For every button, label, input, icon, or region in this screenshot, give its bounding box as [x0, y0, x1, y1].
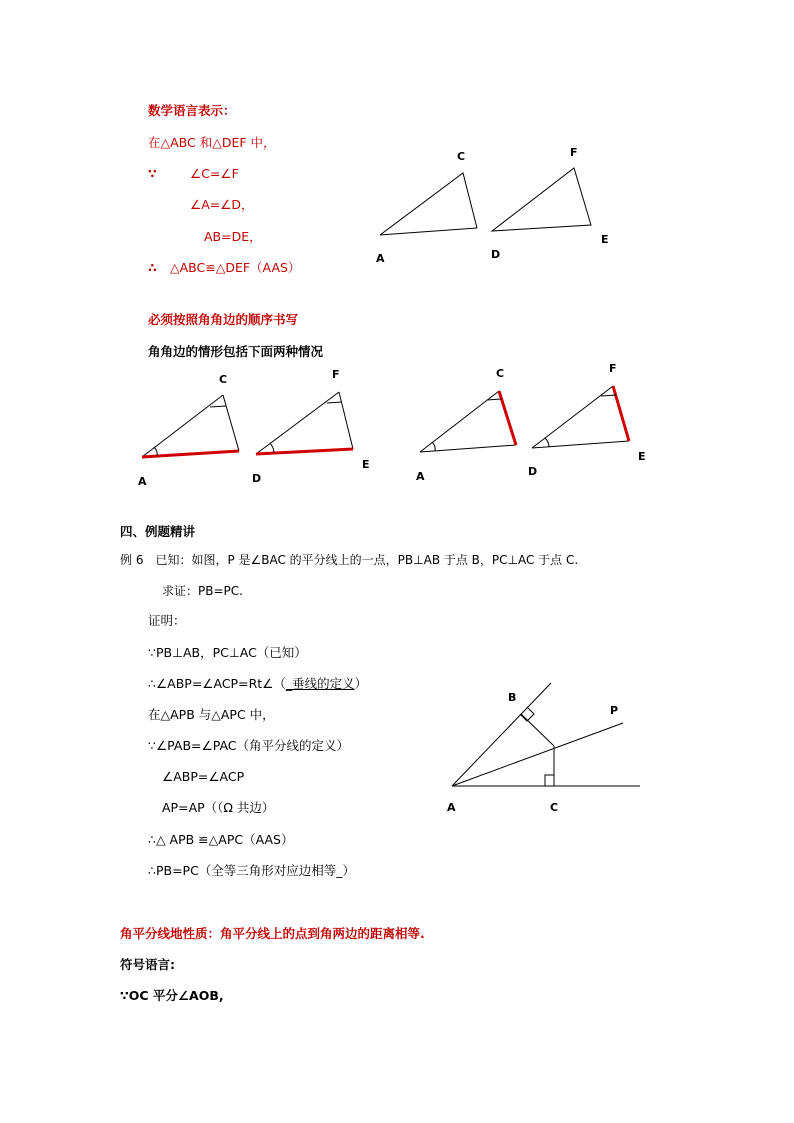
figure-two-triangles: [370, 140, 620, 270]
angle-mark-f: [327, 402, 342, 403]
proof-step-4: ∵∠PAB=∠PAC（角平分线的定义）: [148, 738, 350, 753]
symbol-language-line: ∵OC 平分∠AOB,: [120, 988, 224, 1003]
proof-step-1: ∵PB⊥AB，PC⊥AC（已知）: [148, 645, 307, 660]
proof-step-3: 在△APB 与△APC 中，: [148, 707, 275, 722]
label-f: F: [570, 146, 578, 159]
proof-step-6: AP=AP（（Ω 共边）: [162, 800, 275, 815]
condition-angle-a: ∠A=∠D，: [190, 197, 254, 212]
triangle-abc: [380, 173, 477, 235]
label-b: B: [508, 691, 517, 704]
angle-mark-f: [601, 395, 616, 396]
proof-step-8: ∴PB=PC（全等三角形对应边相等_）: [148, 863, 356, 878]
proof-step-5: ∠ABP=∠ACP: [162, 769, 245, 784]
symbol-language-label: 符号语言:: [120, 957, 175, 972]
section-heading-examples: 四、例题精讲: [120, 524, 196, 539]
label-a: A: [447, 801, 456, 814]
condition-side: AB=DE，: [204, 229, 262, 244]
proof-label: 证明：: [148, 613, 186, 628]
label-f: F: [332, 368, 340, 381]
figure-case-two: [410, 362, 660, 487]
therefore-symbol: ∴: [148, 260, 157, 275]
bisector-ap: [452, 723, 623, 786]
order-rule: 必须按照角角边的顺序书写: [148, 312, 299, 327]
label-e: E: [362, 458, 370, 471]
label-f: F: [609, 362, 617, 375]
condition-angle-c: ∠C=∠F: [190, 166, 239, 181]
label-c: C: [457, 150, 466, 163]
angle-mark-d: [270, 443, 274, 453]
label-a: A: [376, 252, 385, 265]
label-d: D: [491, 248, 501, 261]
angle-mark-c: [210, 406, 226, 407]
label-c: C: [550, 801, 559, 814]
statement-in-triangles: 在△ABC 和△DEF 中，: [148, 135, 276, 150]
label-a: A: [416, 470, 425, 483]
label-e: E: [601, 233, 609, 246]
proof-step-7: ∴△ APB ≌△APC（AAS）: [148, 832, 294, 847]
segment-pb: [521, 714, 554, 746]
line-ac: [380, 228, 477, 235]
label-d: D: [252, 472, 262, 485]
right-angle-mark-c: [545, 775, 554, 786]
label-c: C: [496, 367, 505, 380]
label-a: A: [138, 475, 147, 488]
triangle-def: [492, 168, 591, 231]
ray-ab: [452, 683, 551, 786]
cases-note: 角角边的情形包括下面两种情况: [148, 344, 324, 359]
highlight-side-bc: [499, 391, 516, 445]
prove-statement: 求证：PB=PC.: [162, 584, 243, 598]
label-d: D: [528, 465, 538, 478]
proof-step-2: ∴∠ABP=∠ACP=Rt∠（_垂线的定义）: [148, 676, 368, 691]
figure-angle-bisector: [440, 680, 650, 820]
label-c: C: [219, 373, 228, 386]
because-symbol: ∵: [148, 166, 157, 181]
highlight-side-de: [256, 449, 353, 454]
bisector-property: 角平分线地性质：角平分线上的点到角两边的距离相等.: [120, 926, 425, 941]
highlight-side-ef: [613, 386, 629, 441]
angle-mark-a: [154, 447, 157, 456]
figure-case-one: [130, 365, 380, 490]
conclusion-aas: △ABC≌△DEF（AAS）: [170, 260, 301, 275]
label-p: P: [610, 704, 619, 717]
right-angle-mark-b: [520, 707, 534, 721]
example-6-statement: 例 6 已知：如图，P 是∠BAC 的平分线上的一点，PB⊥AB 于点 B，PC⊥AC 于点 C.: [120, 553, 579, 567]
angle-mark-a: [432, 442, 435, 451]
angle-mark-d: [545, 438, 549, 447]
section-heading-math-language: 数学语言表示：: [148, 103, 236, 118]
label-e: E: [638, 450, 646, 463]
